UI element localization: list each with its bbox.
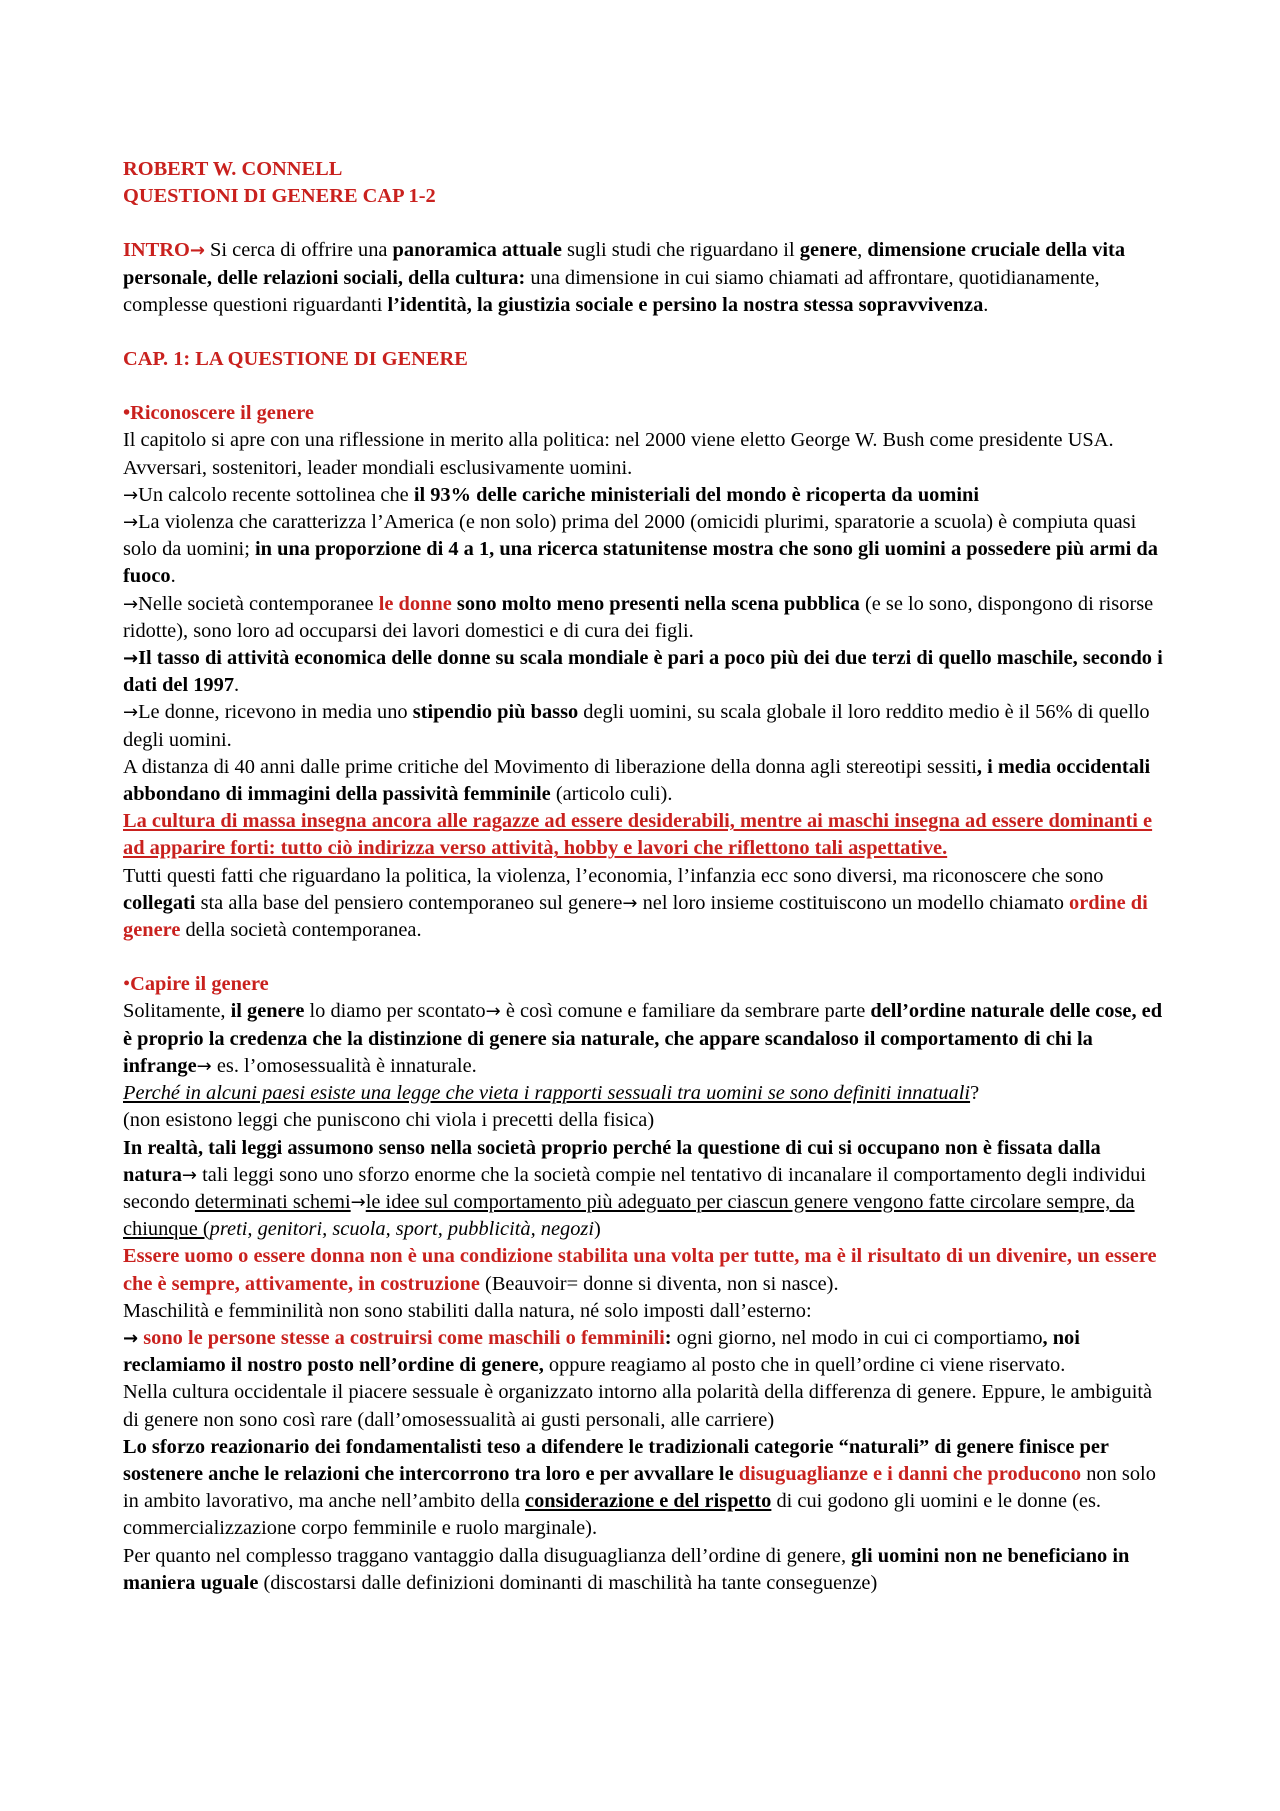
arrow-icon: → xyxy=(181,1164,198,1186)
header-title: QUESTIONI DI GENERE CAP 1-2 xyxy=(123,185,436,208)
arrow-icon: → xyxy=(189,240,205,262)
arrow-icon: → xyxy=(123,648,139,670)
paragraph: A distanza di 40 anni dalle prime critiche del Movimento di liberazione della donna agli stereotipi sessiti, i media occidentali abbondano di immagini della passività femminile (articolo culi). xyxy=(123,755,1151,806)
arrow-icon: → xyxy=(196,1055,212,1077)
intro-paragraph: INTRO→ Si cerca di offrire una panoramica attuale sugli studi che riguardano il genere, dimensione cruciale della vita personale, delle relazioni sociali, della cultura: una dimensione in cui siamo chiamati ad affrontare, quotidianamente, complesse questioni riguardanti l’identità, la giustizia sociale e persino la nostra stessa sopravvivenza. xyxy=(123,239,1126,316)
arrow-icon: → xyxy=(350,1191,366,1213)
highlighted-paragraph: La cultura di massa insegna ancora alle ragazze ad essere desiderabili, mentre ai maschi insegna ad essere dominanti e ad apparire forti: tutto ciò indirizza verso attività, hobby e lavori che riflettono tali aspettative. xyxy=(123,810,1153,860)
paragraph: → sono le persone stesse a costruirsi come maschili o femminili: ogni giorno, nel modo in cui ci comportiamo, noi reclamiamo il nostro posto nell’ordine di genere, oppure reagiamo al posto che in quell’ordine ci viene riservato. xyxy=(123,1326,1080,1377)
paragraph: Lo sforzo reazionario dei fondamentalisti teso a difendere le tradizionali categorie “naturali” di genere finisce per sostenere anche le relazioni che intercorrono tra loro e per avvallare le disuguaglianze e i danni che producono non solo in ambito lavorativo, ma anche nell’ambito della considerazione e del rispetto di cui godono gli uomini e le donne (es. commercializzazione corpo femminile e ruolo marginale). xyxy=(123,1435,1156,1540)
paragraph: Tutti questi fatti che riguardano la politica, la violenza, l’economia, l’infanzia ecc sono diversi, ma riconoscere che sono collegati sta alla base del pensiero contemporaneo sul genere→ nel loro insieme costituiscono un modello chiamato ordine di genere della società contemporanea. xyxy=(123,864,1148,942)
arrow-icon: → xyxy=(485,1001,501,1023)
arrow-icon: → xyxy=(123,702,139,724)
paragraph: →Nelle società contemporanee le donne sono molto meno presenti nella scena pubblica (e se lo sono, dispongono di risorse ridotte), sono loro ad occuparsi dei lavori domestici e di cura dei figli. xyxy=(123,592,1154,642)
section-heading-riconoscere: •Riconoscere il genere xyxy=(123,402,314,425)
paragraph: Maschilità e femminilità non sono stabiliti dalla natura, né solo imposti dall’esterno: xyxy=(123,1299,812,1322)
paragraph: Nella cultura occidentale il piacere sessuale è organizzato intorno alla polarità della differenza di genere. Eppure, le ambiguità di genere non sono così rare (dall’omosessualità ai gusti personali, alle carriere) xyxy=(123,1381,1153,1431)
paragraph: →Un calcolo recente sottolinea che il 93% delle cariche ministeriali del mondo è ricoperta da uomini xyxy=(123,483,980,506)
arrow-icon: → xyxy=(123,1327,139,1349)
paragraph: →Il tasso di attività economica delle donne su scala mondiale è pari a poco più dei due terzi di quello maschile, secondo i dati del 1997. xyxy=(123,647,1163,697)
paragraph: In realtà, tali leggi assumono senso nella società proprio perché la questione di cui si occupano non è fissata dalla natura→ tali leggi sono uno sforzo enorme che la società compie nel tentativo di incanalare il comportamento degli individui secondo determinati schemi→le idee sul comportamento più adeguato per ciascun genere vengono fatte circolare sempre, da chiunque (preti, genitori, scuola, sport, pubblicità, negozi) xyxy=(123,1136,1147,1241)
arrow-icon: → xyxy=(123,484,139,506)
paragraph: Solitamente, il genere lo diamo per scontato→ è così comune e familiare da sembrare parte dell’ordine naturale delle cose, ed è proprio la credenza che la distinzione di genere sia naturale, che appare scandaloso il comportamento di chi la infrange→ es. l’omosessualità è innaturale. xyxy=(123,1000,1163,1077)
arrow-icon: → xyxy=(123,512,139,534)
paragraph: Essere uomo o essere donna non è una condizione stabilita una volta per tutte, ma è il risultato di un divenire, un essere che è sempre, attivamente, in costruzione (Beauvoir= donne si diventa, non si nasce). xyxy=(123,1245,1157,1295)
paragraph: Il capitolo si apre con una riflessione in merito alla politica: nel 2000 viene eletto George W. Bush come presidente USA. Avversari, sostenitori, leader mondiali esclusivamente uomini. xyxy=(123,429,1114,479)
document-page xyxy=(123,156,1168,1597)
arrow-icon: → xyxy=(622,892,638,914)
chapter-heading: CAP. 1: LA QUESTIONE DI GENERE xyxy=(123,348,468,371)
arrow-icon: → xyxy=(123,593,139,615)
paragraph: (non esistono leggi che puniscono chi viola i precetti della fisica) xyxy=(123,1109,655,1132)
paragraph: Per quanto nel complesso traggano vantaggio dalla disuguaglianza dell’ordine di genere, gli uomini non ne beneficiano in maniera uguale (discostarsi dalle definizioni dominanti di maschilità ha tante conseguenze) xyxy=(123,1544,1130,1594)
paragraph: Perché in alcuni paesi esiste una legge che vieta i rapporti sessuali tra uomini se sono definiti innatuali? xyxy=(123,1082,980,1105)
section-heading-capire: •Capire il genere xyxy=(123,973,269,996)
paragraph: →Le donne, ricevono in media uno stipendio più basso degli uomini, su scala globale il loro reddito medio è il 56% di quello degli uomini. xyxy=(123,701,1150,751)
paragraph: →La violenza che caratterizza l’America (e non solo) prima del 2000 (omicidi plurimi, sparatorie a scuola) è compiuta quasi solo da uomini; in una proporzione di 4 a 1, una ricerca statunitense mostra che sono gli uomini a possedere più armi da fuoco. xyxy=(123,511,1158,588)
header-author: ROBERT W. CONNELL xyxy=(123,158,343,180)
